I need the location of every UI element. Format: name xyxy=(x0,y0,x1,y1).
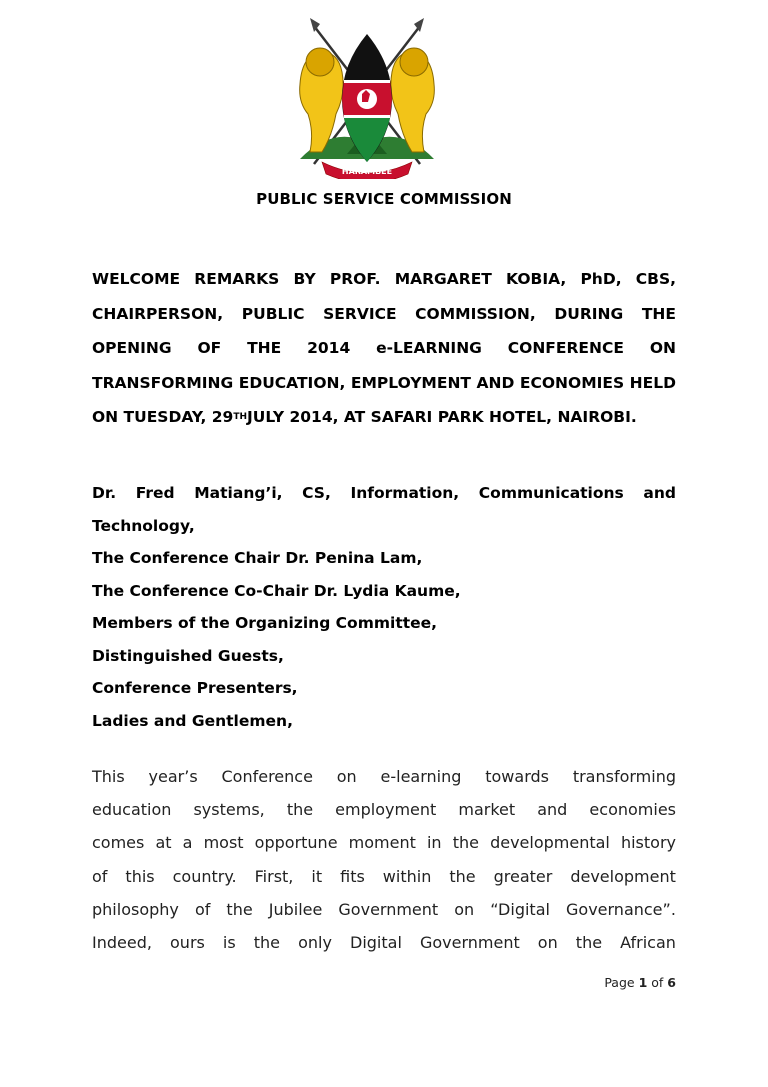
word: only xyxy=(298,933,332,953)
word: PUBLIC xyxy=(241,304,305,323)
document-page xyxy=(92,0,676,1087)
title-line xyxy=(92,366,676,401)
body-line xyxy=(92,826,676,859)
word: KOBIA, xyxy=(506,270,567,288)
title-line xyxy=(92,297,676,332)
word: THE xyxy=(247,339,282,357)
word: ECONOMIES xyxy=(519,373,625,392)
word: systems, xyxy=(193,800,265,820)
word: on xyxy=(537,933,558,953)
organization-heading: PUBLIC SERVICE COMMISSION xyxy=(256,190,512,208)
word: Digital xyxy=(350,933,402,953)
word: EDUCATION, xyxy=(238,373,346,392)
word: OPENING xyxy=(92,339,172,357)
word: developmental xyxy=(490,833,610,853)
word: Communications xyxy=(478,484,624,502)
footer-current-page: 1 xyxy=(638,975,648,990)
word: market xyxy=(458,800,516,820)
footer-total-pages: 6 xyxy=(667,975,676,990)
salutation-line: Technology, xyxy=(92,516,195,535)
word: country. xyxy=(172,866,237,886)
word: ON xyxy=(649,339,676,357)
word: the xyxy=(226,899,253,919)
coat-of-arms-icon xyxy=(292,14,442,179)
word: Governance”. xyxy=(566,899,676,919)
title-line xyxy=(92,262,676,297)
word: Dr. xyxy=(92,484,117,502)
body-line xyxy=(92,793,676,826)
salutation-line: Distinguished Guests, xyxy=(92,646,284,665)
word: and xyxy=(537,800,568,820)
word: employment xyxy=(335,800,437,820)
salutation-line: Members of the Organizing Committee, xyxy=(92,614,438,632)
word: REMARKS xyxy=(194,270,280,288)
word: TRANSFORMING xyxy=(92,373,234,392)
word: Matiang’i, xyxy=(194,484,283,502)
word: OF xyxy=(197,339,222,357)
title-line xyxy=(92,400,676,435)
word: MARGARET xyxy=(394,270,492,288)
body-line xyxy=(92,926,676,959)
title-date-text: ON TUESDAY, 29 xyxy=(92,408,234,426)
footer-page-word: Page xyxy=(604,975,635,990)
word: development xyxy=(570,866,676,886)
salutation-line xyxy=(92,477,676,510)
body-line xyxy=(92,860,676,893)
word: greater xyxy=(493,866,553,886)
word: most xyxy=(203,833,244,853)
word: this xyxy=(125,866,155,886)
body-line xyxy=(92,893,676,926)
salutation-line: The Conference Chair Dr. Penina Lam, xyxy=(92,549,423,567)
word: Conference xyxy=(221,767,313,786)
word: history xyxy=(620,833,676,853)
salutation-line: The Conference Co-Chair Dr. Lydia Kaume, xyxy=(92,581,461,600)
salutation-line: Conference Presenters, xyxy=(92,679,298,697)
word: towards xyxy=(485,767,549,786)
word: comes xyxy=(92,833,145,853)
word: Fred xyxy=(135,484,175,502)
word: e-learning xyxy=(380,767,462,786)
word: and xyxy=(643,484,676,502)
word: WELCOME xyxy=(92,270,181,288)
word: HELD xyxy=(629,373,676,392)
word: “Digital xyxy=(490,899,550,919)
remarks-title xyxy=(92,262,676,435)
word: BY xyxy=(293,270,316,288)
word: is xyxy=(222,933,236,953)
word: moment xyxy=(348,833,416,853)
word: the xyxy=(575,933,603,953)
word: First, xyxy=(254,866,294,886)
word: SERVICE xyxy=(323,304,397,323)
page-footer xyxy=(92,975,676,990)
word: ours xyxy=(170,933,205,953)
word: opportune xyxy=(254,833,338,853)
word: of xyxy=(92,866,108,886)
word: THE xyxy=(641,304,676,323)
word: CHAIRPERSON, xyxy=(92,304,224,323)
word: the xyxy=(449,866,476,886)
salutations xyxy=(92,477,676,737)
crest-motto: HARAMBEE xyxy=(341,167,393,176)
word: year’s xyxy=(148,767,198,786)
body-line xyxy=(92,760,676,793)
word: CONFERENCE xyxy=(507,339,624,357)
word: PROF. xyxy=(329,270,381,288)
word: transforming xyxy=(572,767,676,786)
word: PhD, xyxy=(580,270,622,288)
word: Government xyxy=(419,933,520,953)
word: African xyxy=(620,933,676,953)
word: This xyxy=(92,767,125,786)
word: it xyxy=(311,866,323,886)
word: AND xyxy=(476,373,515,392)
word: on xyxy=(454,899,475,919)
word: on xyxy=(336,767,357,786)
word: of xyxy=(194,899,211,919)
word: economies xyxy=(589,800,676,820)
word: DURING xyxy=(554,304,624,323)
word: Indeed, xyxy=(92,933,152,953)
word: the xyxy=(253,933,281,953)
word: e-LEARNING xyxy=(376,339,482,357)
word: Information, xyxy=(350,484,460,502)
word: a xyxy=(182,833,193,853)
word: Jubilee xyxy=(268,899,323,919)
body-paragraph xyxy=(92,760,676,959)
word: education xyxy=(92,800,172,820)
word: the xyxy=(452,833,479,853)
title-venue-text: JULY 2014, AT SAFARI PARK HOTEL, NAIROBI. xyxy=(247,408,637,426)
word: within xyxy=(382,866,432,886)
footer-of-word: of xyxy=(651,975,664,990)
date-superscript: TH xyxy=(233,412,248,422)
title-line xyxy=(92,331,676,366)
word: CS, xyxy=(302,484,331,502)
word: CBS, xyxy=(635,270,676,288)
word: in xyxy=(426,833,442,853)
word: fits xyxy=(340,866,365,886)
word: EMPLOYMENT xyxy=(350,373,471,392)
word: philosophy xyxy=(92,899,179,919)
word: at xyxy=(155,833,172,853)
word: Government xyxy=(338,899,439,919)
word: the xyxy=(286,800,314,820)
word: 2014 xyxy=(307,339,351,357)
salutation-line: Ladies and Gentlemen, xyxy=(92,711,293,730)
word: COMMISSION, xyxy=(415,304,536,323)
